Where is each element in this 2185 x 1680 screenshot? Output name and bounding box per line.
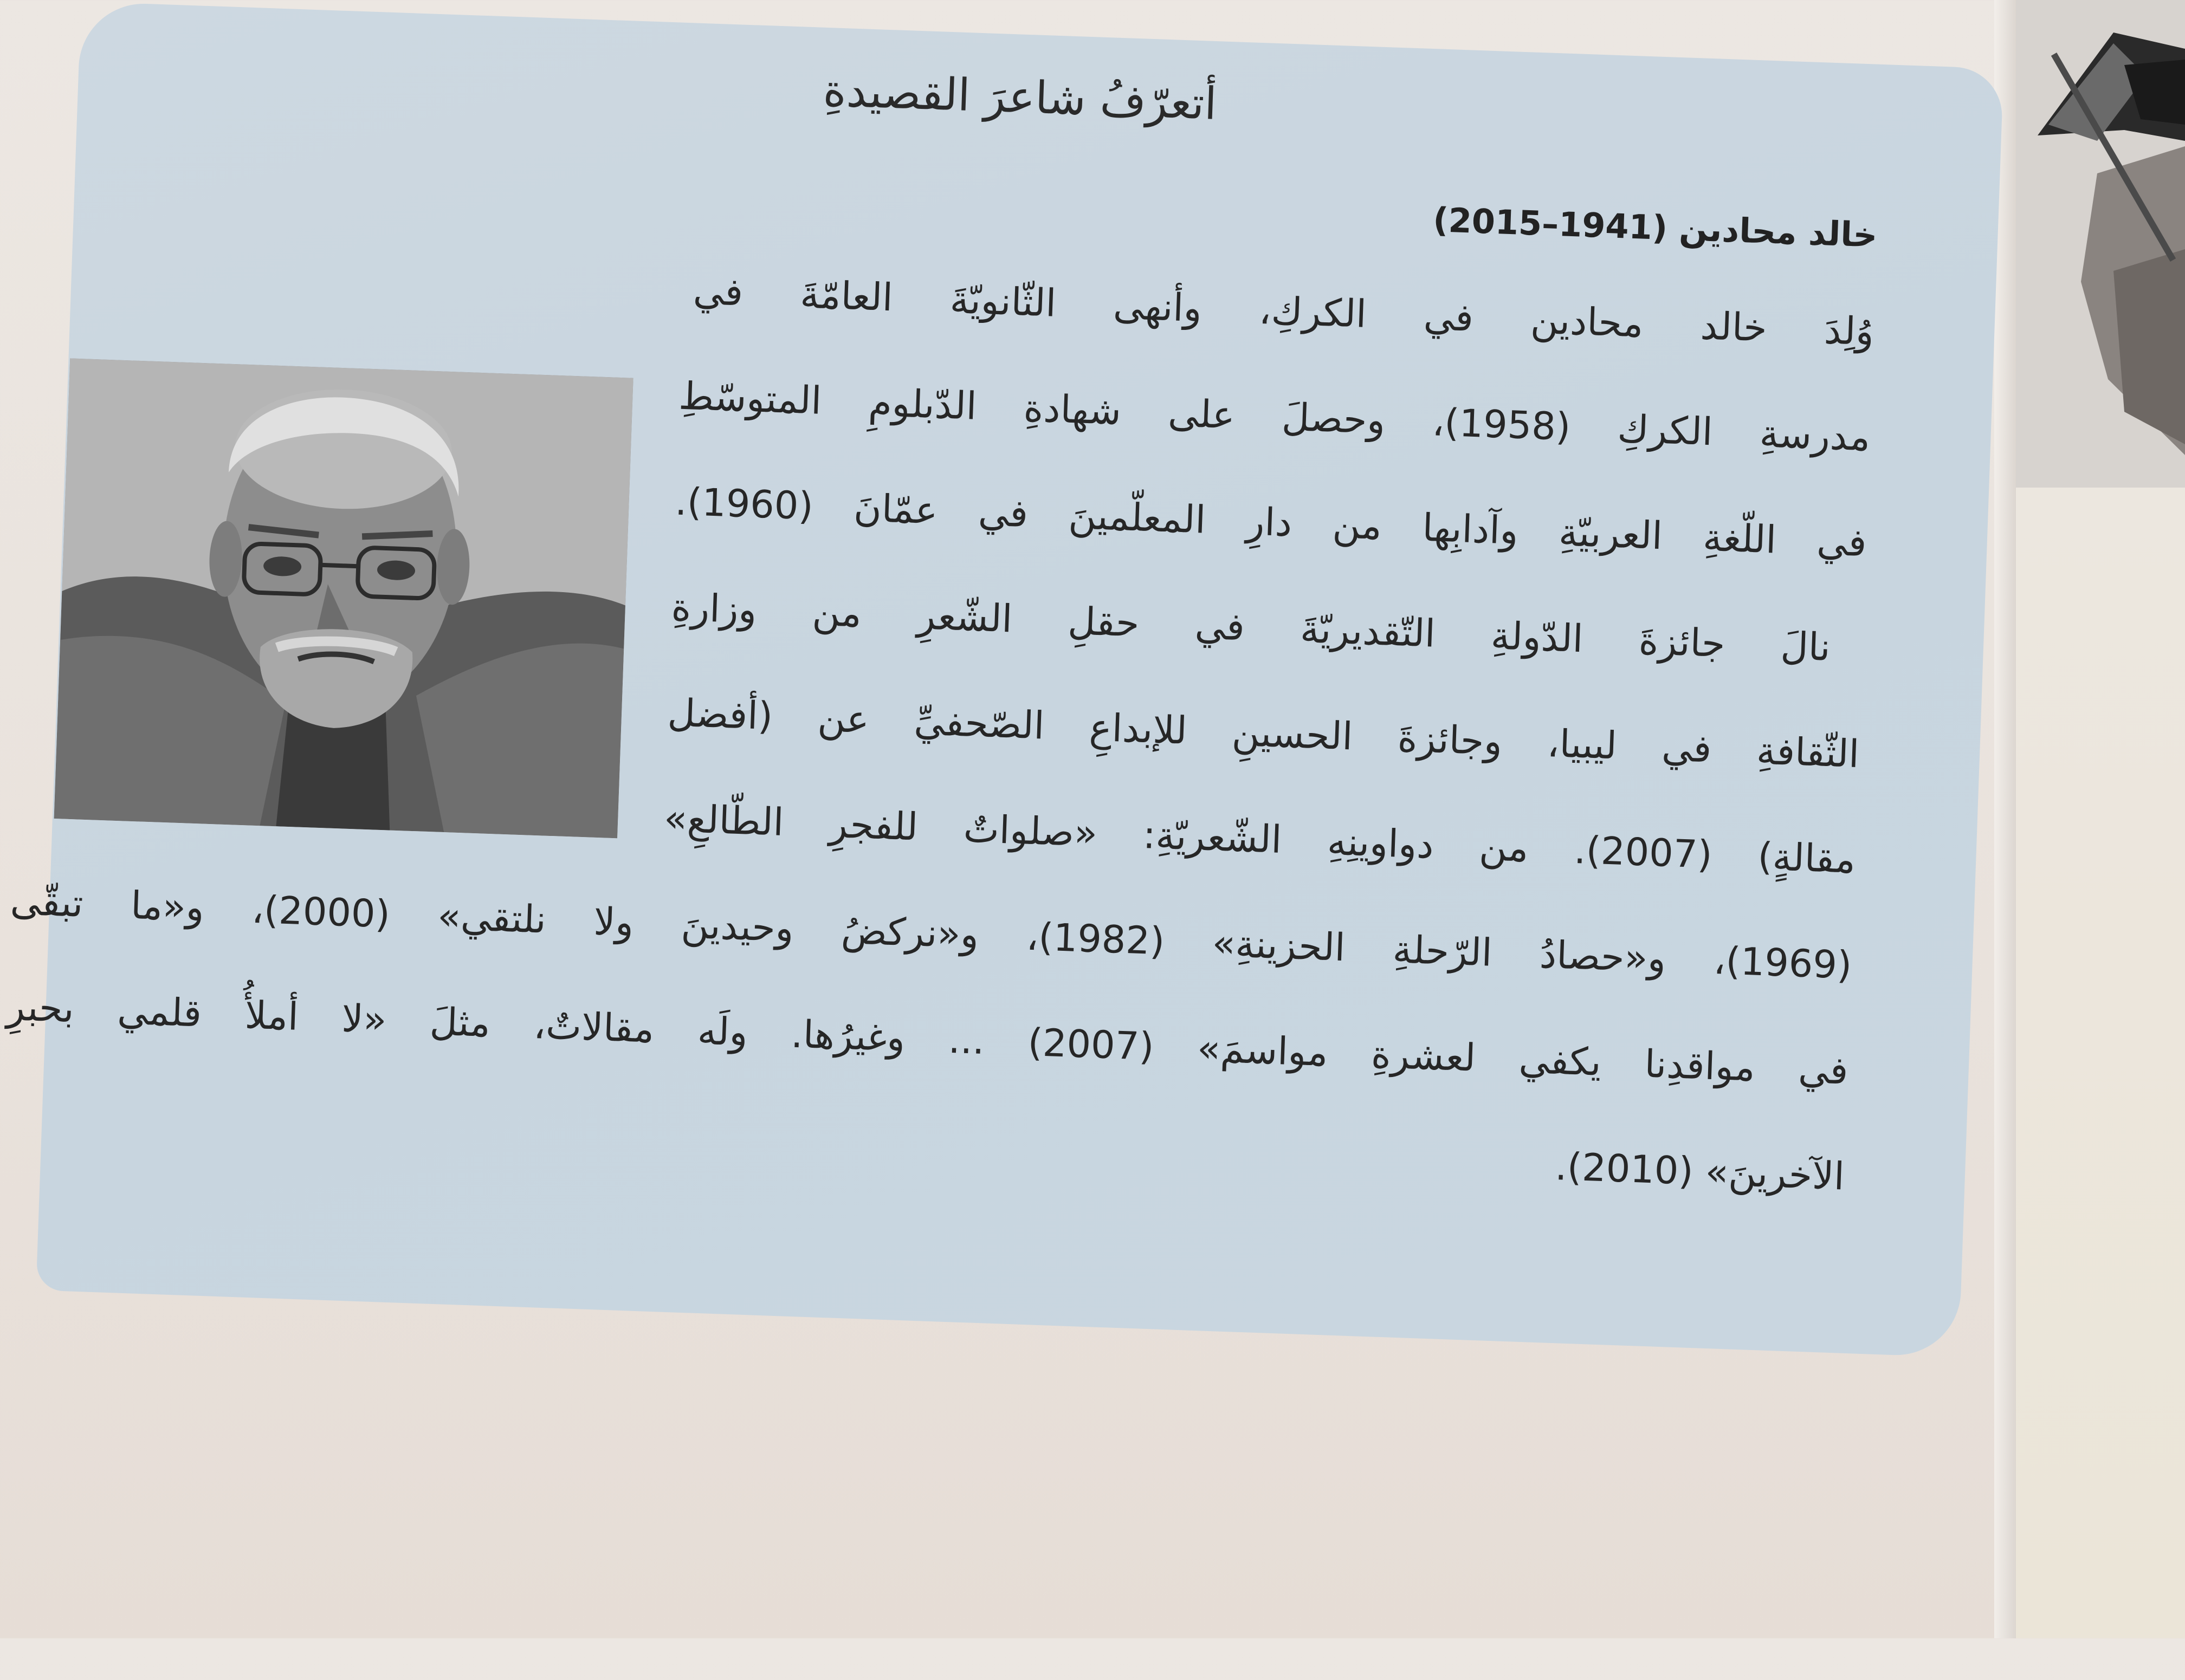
biography-line: الآخرينَ» (2010). — [1554, 1144, 1846, 1199]
biography-line: وُلِدَ خالد محادين في الكركِ، وأنهى الثّانويّةَ العامّةَ في — [692, 268, 1875, 354]
poet-portrait-photo — [54, 358, 633, 838]
biography-line: (1969)، و«حصادُ الرّحلةِ الحزينةِ» (1982)، و«نركضُ وحيدينَ ولا نلتقي» (2000)، و«ما تبقّى — [9, 879, 1853, 988]
biography-line: مدرسةِ الكركِ (1958)، وحصلَ على شهادةِ الدّبلومِ المتوسّطِ — [678, 373, 1871, 460]
biography-line: نالَ جائزةَ الدّولةِ التّقديريّةَ في حقلِ الشّعرِ من وزارةِ — [670, 585, 1832, 670]
biography-line: مقالةٍ) (2007). من دواوينِهِ الشّعريّةِ: «صلواتٌ للفجرِ الطّالعِ» — [663, 796, 1857, 882]
poet-heading: خالد محادين (1941–2015) — [1432, 200, 1878, 255]
biography-line: في اللّغةِ العربيّةِ وآدابِها من دارِ المعلّمينَ في عمّانَ (1960). — [674, 479, 1867, 566]
portrait-image — [54, 358, 633, 838]
section-title: أتعرّفُ شاعرَ القصيدةِ — [822, 64, 1218, 130]
biography-line: في مواقدِنا يكفي لعشرةِ مواسمَ» (2007) ... وغيرُها. ولَه مقالاتٌ، مثلَ «لا أملأُ قلمي بحبرِ — [6, 984, 1849, 1093]
biography-line: الثّقافةِ في ليبيا، وجائزةَ الحسينِ للإبداعِ الصّحفيِّ عن (أفضل — [667, 690, 1860, 777]
